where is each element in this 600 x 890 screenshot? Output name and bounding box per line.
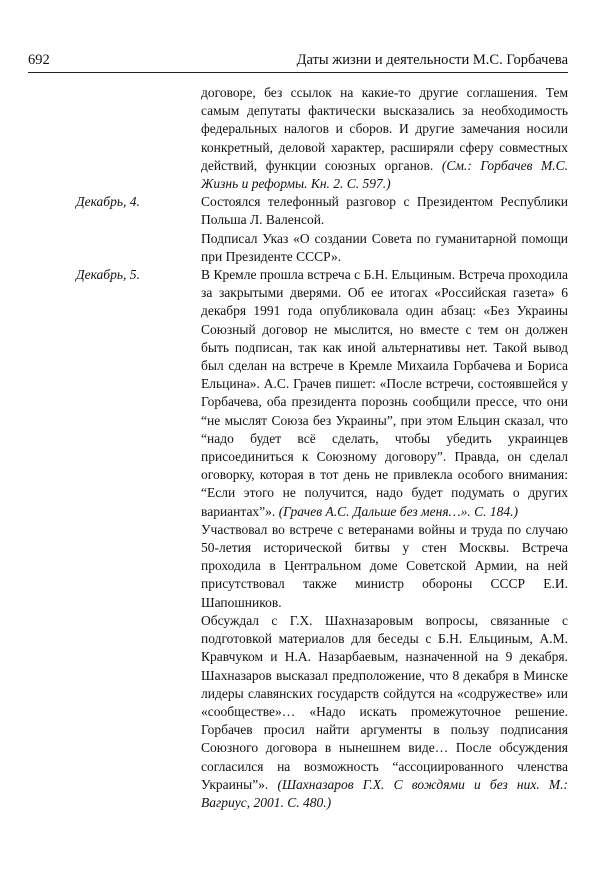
paragraph-text: договоре, без ссылок на какие-то другие соглашения. Тем самым депутаты фактически высказались за необходимость федеральных налогов и сборов. И другие замечания носили конкретный, деловой характер, расширяли сферу совместных действий, функции союзных органов.	[201, 85, 568, 173]
entry-paragraph	[201, 521, 568, 612]
entry-date: Декабрь, 4.	[76, 194, 140, 210]
entry-paragraph	[201, 84, 568, 193]
paragraph-text: Участвовал во встрече с ветеранами войны и труда по случаю 50-летия исторической битвы у стен Москвы. Встреча проходила в Центральном доме Советской Армии, на ней присутствовал также министр обороны СССР Е.И. Шапошников.	[201, 521, 568, 610]
chronicle-entry-dec-4	[28, 193, 568, 266]
entry-paragraph	[201, 193, 568, 229]
entry-paragraph	[201, 230, 568, 266]
paragraph-text: В Кремле прошла встреча с Б.Н. Ельциным. Встреча проходила за закрытыми дверями. Об ее итогах «Российская газета» 6 декабря 1991 года опубликовала один абзац: «Без Украины Союзный договор не мыслится, но вместе с тем он должен быть подписан, так как иной альтернативы нет. Такой вывод был сделан на встрече в Кремле Михаила Горбачева и Бориса Ельцина». А.С. Грачев пишет: «После встречи, состоявшейся у Горбачева, оба президента порознь сообщили прессе, что они “не мыслят Союза без Украины”, при этом Ельцин сказал, что “надо будет всё сделать, чтобы убедить украинцев присоединиться к Союзному договору”. Правда, он сделал оговорку, которая в тот день не привлекла особого внимания: “Если этого не получится, надо будет подумать о других вариантах”».	[201, 267, 568, 519]
header-rule	[28, 72, 568, 73]
chronicle-body	[28, 84, 568, 812]
running-title: Даты жизни и деятельности М.С. Горбачева	[296, 52, 568, 68]
paragraph-text: Подписал Указ «О создании Совета по гуманитарной помощи при Президенте СССР».	[201, 230, 568, 264]
entry-paragraph	[201, 266, 568, 521]
source-citation: (См.: Горбачев М.С. Жизнь и реформы. Кн. 2. С. 597.)	[201, 157, 568, 192]
paragraph-text: Состоялся телефонный разговор с Президентом Республики Польша Л. Валенсой.	[201, 194, 568, 228]
chronicle-entry-continued	[28, 84, 568, 193]
chronicle-entry-dec-5	[28, 266, 568, 812]
entry-paragraph	[201, 612, 568, 812]
running-header	[28, 52, 568, 72]
page-number: 692	[28, 52, 50, 68]
source-citation: (Грачев А.С. Дальше без меня…». С. 184.)	[278, 503, 518, 519]
entry-date: Декабрь, 5.	[76, 267, 140, 283]
paragraph-text: Обсуждал с Г.Х. Шахназаровым вопросы, связанные с подготовкой материалов для беседы с Б.Н. Ельциным, А.М. Кравчуком и Н.А. Назарбаевым, назначенной на 9 декабря. Шахназаров высказал предположение, что 8 декабря в Минске лидеры славянских государств сойдутся на «содружестве» или «сообществе»… «Надо искать промежуточное решение. Горбачев просил найти аргументы в пользу подписания Союзного договора в нынешнем виде… После обсуждения согласился на возможность “ассоциированного членства Украины”».	[201, 612, 568, 792]
source-citation: (Шахназаров Г.Х. С вождями и без них. М.: Вагриус, 2001. С. 480.)	[201, 776, 569, 810]
